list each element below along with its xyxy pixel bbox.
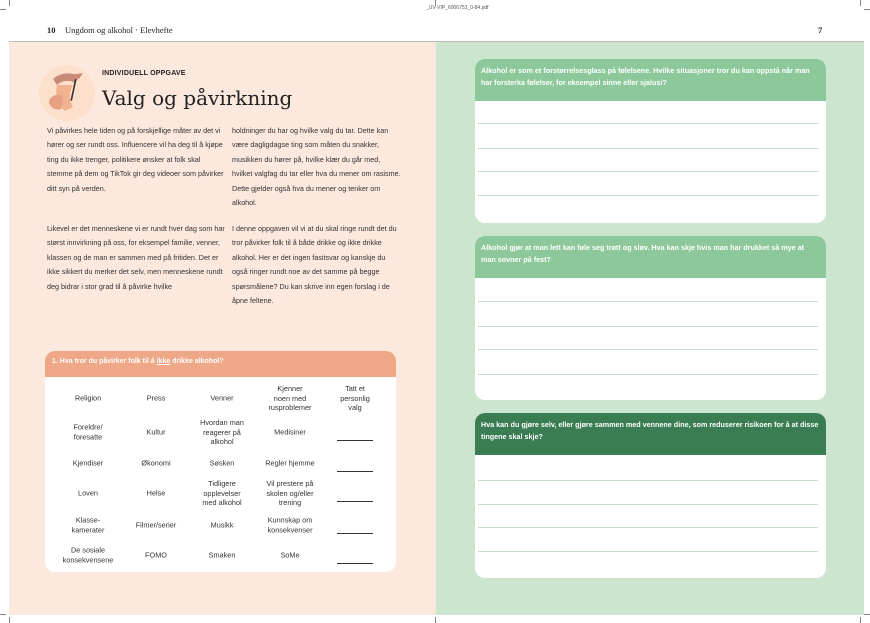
answer-line[interactable] (478, 123, 818, 124)
option-cell[interactable]: De sosiale konsekvensene (62, 545, 114, 564)
option-cell[interactable]: FOMO (145, 550, 167, 560)
answer-line[interactable] (478, 326, 818, 327)
answer-line[interactable] (478, 349, 818, 350)
crop-mark (9, 0, 10, 6)
option-cell[interactable]: Filmer/serier (135, 520, 177, 530)
question-text: 1. Hva tror du påvirker folk til å (52, 358, 157, 365)
card-question: Alkohol gjør at man lett kan føle seg trøtt og sløv. Hva kan skje hvis man har drukket så mye at man sovner på fest? (475, 236, 826, 278)
option-cell[interactable]: Regler hjemme (265, 458, 315, 468)
answer-line[interactable] (478, 504, 818, 505)
person-illustration (39, 65, 95, 121)
crop-mark (864, 614, 870, 615)
option-cell[interactable]: Tidligere opplevelser med alkohol (202, 478, 242, 507)
answer-line[interactable] (478, 374, 818, 375)
crop-mark (0, 614, 6, 615)
answer-line[interactable] (478, 301, 818, 302)
write-in-line[interactable] (337, 471, 373, 472)
option-cell[interactable]: SoMe (280, 550, 300, 560)
answer-line[interactable] (478, 551, 818, 552)
option-cell[interactable]: Tatt et personlig valg (340, 383, 370, 412)
option-cell[interactable]: Smaken (208, 550, 236, 560)
option-cell[interactable]: Hvordan man reagerer på alkohol (200, 417, 244, 446)
intro-paragraph-4: I denne oppgaven vil vi at du skal ringe rundt det du tror påvirker folk til å både drikke og ikke drikke alkohol. Her er det ingen fasitsvar og kanskje du også ringer rundt noe av det samme på begge spørsmålene? Du kan skrive inn egen forslag i de åpne feltene. (232, 224, 397, 306)
option-cell[interactable]: Foreldre/ foresatte (73, 422, 103, 441)
answer-card-2 (475, 236, 826, 400)
question-header (45, 351, 396, 377)
answer-line[interactable] (478, 195, 818, 196)
crop-mark (864, 9, 870, 10)
crop-mark (860, 617, 861, 623)
file-name: _UV-VIP_6006753_0-84.pdf (426, 5, 489, 11)
option-cell[interactable]: Helse (146, 488, 166, 498)
option-cell[interactable]: Venner (210, 393, 234, 403)
intro-paragraph-2: Likevel er det menneskene vi er rundt hver dag som har størst innvirkning på oss, for eksempel familie, venner, klassen og de man er sammen med på fritiden. Det er ikke sikkert du merker det selv, men menneskene rundt deg bidrar i stor grad til å påvirke hvilke (47, 224, 225, 291)
card-question: Alkohol er som et forstørrelsesglass på følelsene. Hvilke situasjoner tror du kan oppstå når man har forsterka følelser, for eksempel sinne eller sjalusi? (475, 59, 826, 101)
write-in-line[interactable] (337, 440, 373, 441)
task-tag: INDIVIDUELL OPPGAVE (102, 70, 186, 77)
card-question: Hva kan du gjøre selv, eller gjøre sammen med vennene dine, som reduserer risikoen for å at disse tingene skal skje? (475, 413, 826, 455)
right-page-number: 7 (818, 25, 823, 35)
option-cell[interactable]: Kjenner noen med rusproblemer (268, 383, 312, 412)
option-cell[interactable]: Press (146, 393, 166, 403)
answer-line[interactable] (478, 480, 818, 481)
option-cell[interactable]: Økonomi (141, 458, 171, 468)
crop-mark (9, 617, 10, 623)
answer-line[interactable] (478, 527, 818, 528)
option-cell[interactable]: Kjendiser (72, 458, 104, 468)
option-cell[interactable]: Vil prestere på skolen og/eller trening (266, 478, 314, 507)
running-head: Ungdom og alkohol · Elevhefte (65, 25, 173, 35)
option-cell[interactable]: Musikk (210, 520, 234, 530)
option-cell[interactable]: Klasse- kamerater (71, 515, 105, 534)
option-cell[interactable]: Medisiner (274, 427, 306, 437)
crop-mark (0, 9, 6, 10)
write-in-line[interactable] (337, 533, 373, 534)
intro-paragraph-3: holdninger du har og hvilke valg du tar. Dette kan være dagligdagse ting som måten du snakker, musikken du hører på, hvilke klær du går med, hvilket valgfag du tar eller hva du mener om rasisme. Dette gjelder også hva du mener og tenker om alkohol. (232, 126, 401, 208)
option-cell[interactable]: Kunnskap om konsekvenser (267, 515, 313, 534)
write-in-line[interactable] (337, 501, 373, 502)
write-in-line[interactable] (337, 563, 373, 564)
answer-card-3 (475, 413, 826, 578)
question-text-end: drikke alkohol? (170, 358, 224, 365)
page-title: Valg og påvirkning (102, 86, 293, 110)
crop-mark (860, 0, 861, 6)
option-cell[interactable]: Søsken (209, 458, 235, 468)
answer-card-1 (475, 59, 826, 223)
answer-line[interactable] (478, 171, 818, 172)
answer-line[interactable] (478, 148, 818, 149)
option-cell[interactable]: Kultur (146, 427, 166, 437)
option-cell[interactable]: Loven (78, 488, 98, 498)
left-page-number: 10 (47, 25, 56, 35)
question-emphasis: ikke (156, 358, 171, 365)
crop-mark (435, 617, 436, 623)
question-box (45, 351, 396, 572)
option-cell[interactable]: Religion (74, 393, 102, 403)
intro-paragraph-1: Vi påvirkes hele tiden og på forskjellige måter av det vi hører og ser rundt oss. Influencere vil ha deg til å kjøpe ting du ikke trenger, politikere ønsker at folk skal stemme på dem og TikTok gir deg videoer som påvirker ditt syn på verden. (47, 126, 224, 193)
